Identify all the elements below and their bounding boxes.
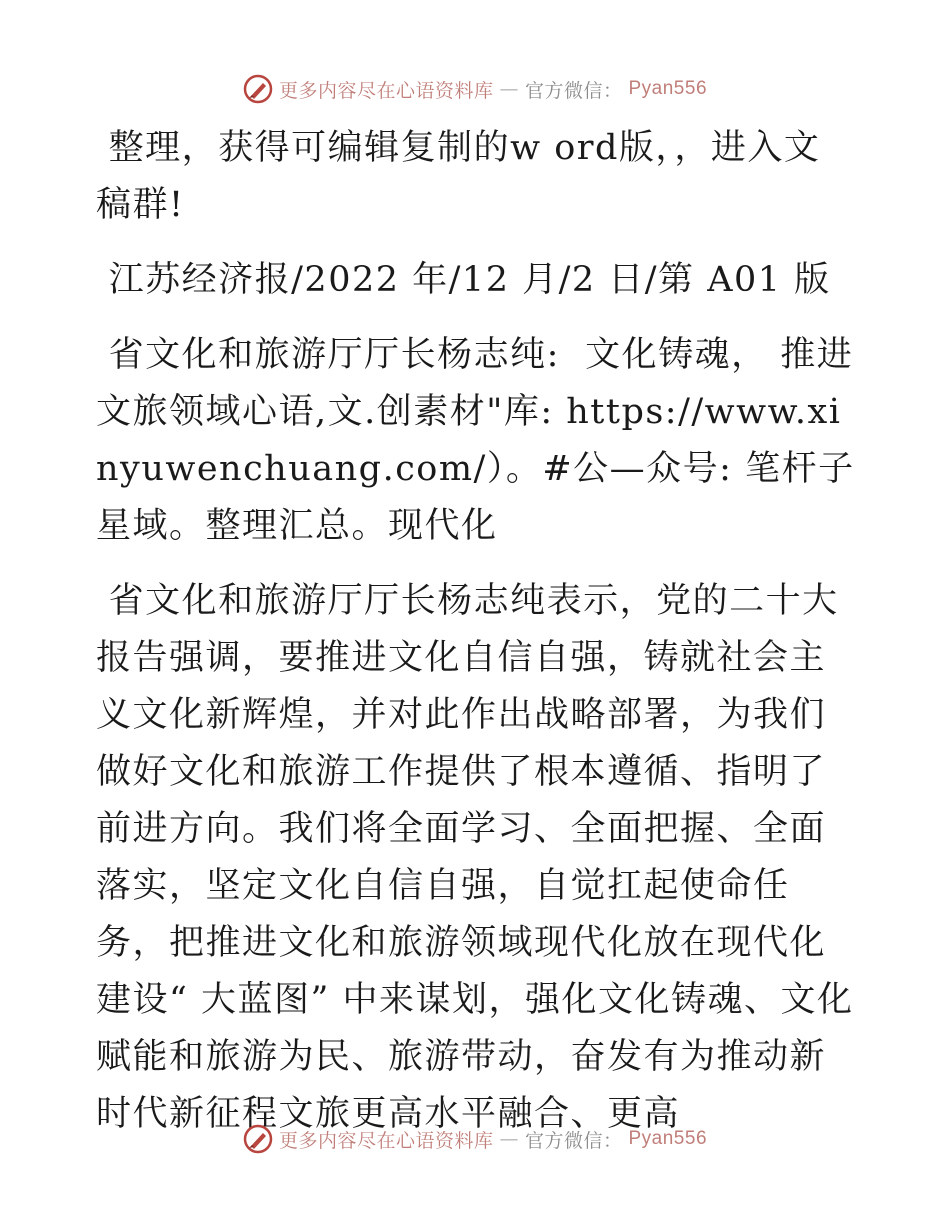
watermark-dash: — <box>499 1128 519 1150</box>
watermark-label: 官方微信： <box>524 1129 623 1152</box>
paragraph-body: 省文化和旅游厅厅长杨志纯表示，党的二十大报告强调，要推进文化自信自强，铸就社会主义文化新辉煌，并对此作出战略部署，为我们做好文化和旅游工作提供了根本遵循、指明了前进方向。我们将全面学习、全面把握、全面落实，坚定文化自信自强，自觉扛起使命任务，把推进文化和旅游领域现代化放在现代化建设“ 大蓝图” 中来谋划，强化文化铸魂、文化赋能和旅游为民、旅游带动，奋发有为推动新时代新征程文旅更高水平融合、更高 <box>96 581 854 1134</box>
pen-logo-icon <box>243 74 273 104</box>
document-body <box>96 120 856 1161</box>
paragraph-source: 江苏经济报/2022 年/12 月/2 日/第 A01 版 <box>96 260 831 300</box>
watermark-id: Pyan556 <box>628 78 708 99</box>
watermark-text: 更多内容尽在心语资料库 <box>278 1129 494 1152</box>
header-watermark <box>0 74 950 104</box>
watermark-label: 官方微信： <box>524 79 623 102</box>
watermark-text: 更多内容尽在心语资料库 <box>278 79 494 102</box>
paragraph-intro: 整理，获得可编辑复制的w ord版，，进入文稿群! <box>96 128 821 225</box>
pen-logo-icon <box>243 1124 273 1154</box>
watermark-dash: — <box>499 78 519 100</box>
watermark-id: Pyan556 <box>628 1128 708 1149</box>
footer-watermark <box>0 1124 950 1154</box>
paragraph-headline: 省文化和旅游厅厅长杨志纯: 文化铸魂， 推进文旅领域心语,文.创素材"库: https://www.xinyuwenchuang.com/）。#公—众号: 笔杆子星域。整理汇总。现代化 <box>96 335 855 546</box>
